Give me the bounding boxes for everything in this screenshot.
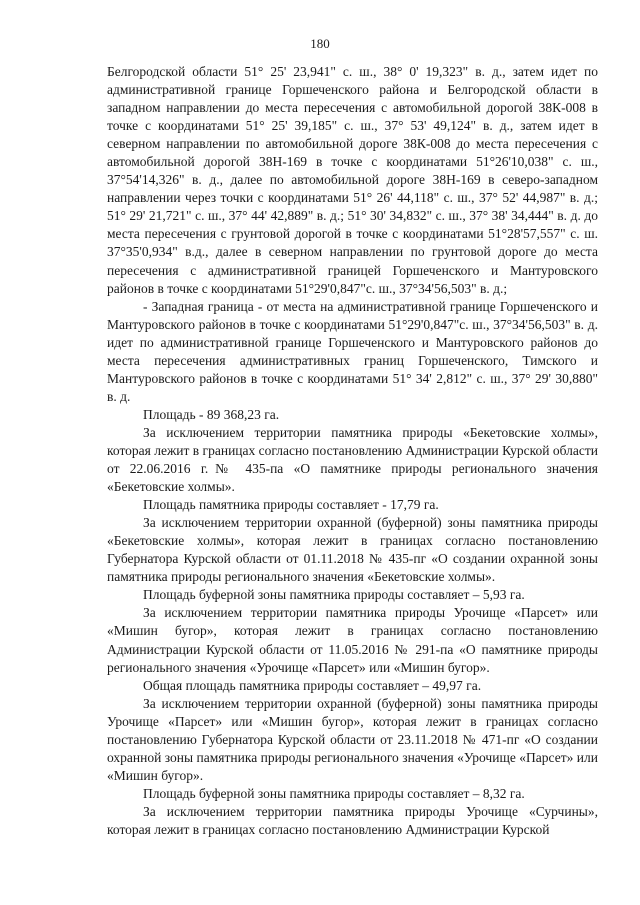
page-number: 180 (310, 36, 330, 51)
paragraph: Площадь буферной зоны памятника природы составляет – 5,93 га. (143, 587, 525, 603)
paragraph: За исключением территории памятника природы «Бекетовские холмы», которая лежит в границах согласно постановлению Администрации Курской области от 22.06.2016 г.№ 435-па «О памятнике природы регионального значения «Бекетовские холмы». (107, 424, 598, 495)
paragraph: Общая площадь памятника природы составляет – 49,97 га. (143, 677, 482, 693)
paragraph: За исключением территории памятника природы Урочище «Сурчины», которая лежит в границах согласно постановлению Администрации Курской (107, 803, 598, 837)
paragraph: - Западная граница - от места на административной границе Горшеченского и Мантуровского районов в точке с координатами 51°29'0,847"с. ш., 37°34'56,503" в. д. идет по административной границе Горшеченского и Мантуровского районов до места пересечения административных границ Горшеченского, Тимского и Мантуровского районов в точке с координатами 51° 34' 2,812" с. ш., 37° 29' 30,880" в. д. (107, 298, 598, 404)
paragraph: Площадь - 89 368,23 га. (143, 406, 280, 422)
paragraph: За исключением территории охранной (буферной) зоны памятника природы «Бекетовские холмы», которая лежит в границах согласно постановлению Губернатора Курской области от 01.11.2018 № 435-пг «О создании охранной зоны памятника природы регионального значения «Бекетовские холмы». (107, 515, 598, 585)
paragraph: За исключением территории охранной (буферной) зоны памятника природы Урочище «Парсет» или «Мишин бугор», которая лежит в границах согласно постановлению Губернатора Курской области от 23.11.2018 № 471-пг «О создании охранной зоны памятника природы регионального значения «Урочище «Парсет» или «Мишин бугор». (107, 695, 598, 783)
paragraph: Площадь памятника природы составляет - 17,79 га. (143, 497, 439, 513)
document-body (107, 63, 598, 839)
paragraph: Белгородской области 51° 25' 23,941" с. ш., 38° 0' 19,323" в. д., затем идет по административной границе Горшеченского района и Белгородской области в западном направлении до места пересечения с автомобильной дорогой 38К-008 в точке с координатами 51° 25' 39,185" с. ш., 37° 53' 49,124" в. д., затем идет в северном направлении по автомобильной дороге 38К-008 до места пересечения с автомобильной дорогой 38Н-169 в точке с координатами 51°26'10,038" с. ш., 37°54'14,326" в. д., далее по автомобильной дороге 38Н-169 в северо-западном направлении через точки с координатами 51° 26' 44,118" с. ш., 37° 52' 44,987" в. д.; 51° 29' 21,721" с. ш., 37° 44' 42,889" в. д.; 51° 30' 34,832" с. ш., 37° 38' 34,444" в. д. до места пересечения с грунтовой дорогой в точке с координатами 51°28'57,557" с. ш. 37°35'0,934" в.д., далее в северном направлении по грунтовой дороге до места пересечения с административной границей Горшеченского и Мантуровского районов в точке с координатами 51°29'0,847"с. ш., 37°34'56,503" в. д.; (107, 64, 598, 296)
paragraph: Площадь буферной зоны памятника природы составляет – 8,32 га. (143, 785, 525, 801)
paragraph: За исключением территории памятника природы Урочище «Парсет» или «Мишин бугор», которая лежит в границах согласно постановлению Администрации Курской области от 11.05.2016 № 291-па «О памятнике природы регионального значения «Урочище «Парсет» или «Мишин бугор». (107, 605, 598, 675)
